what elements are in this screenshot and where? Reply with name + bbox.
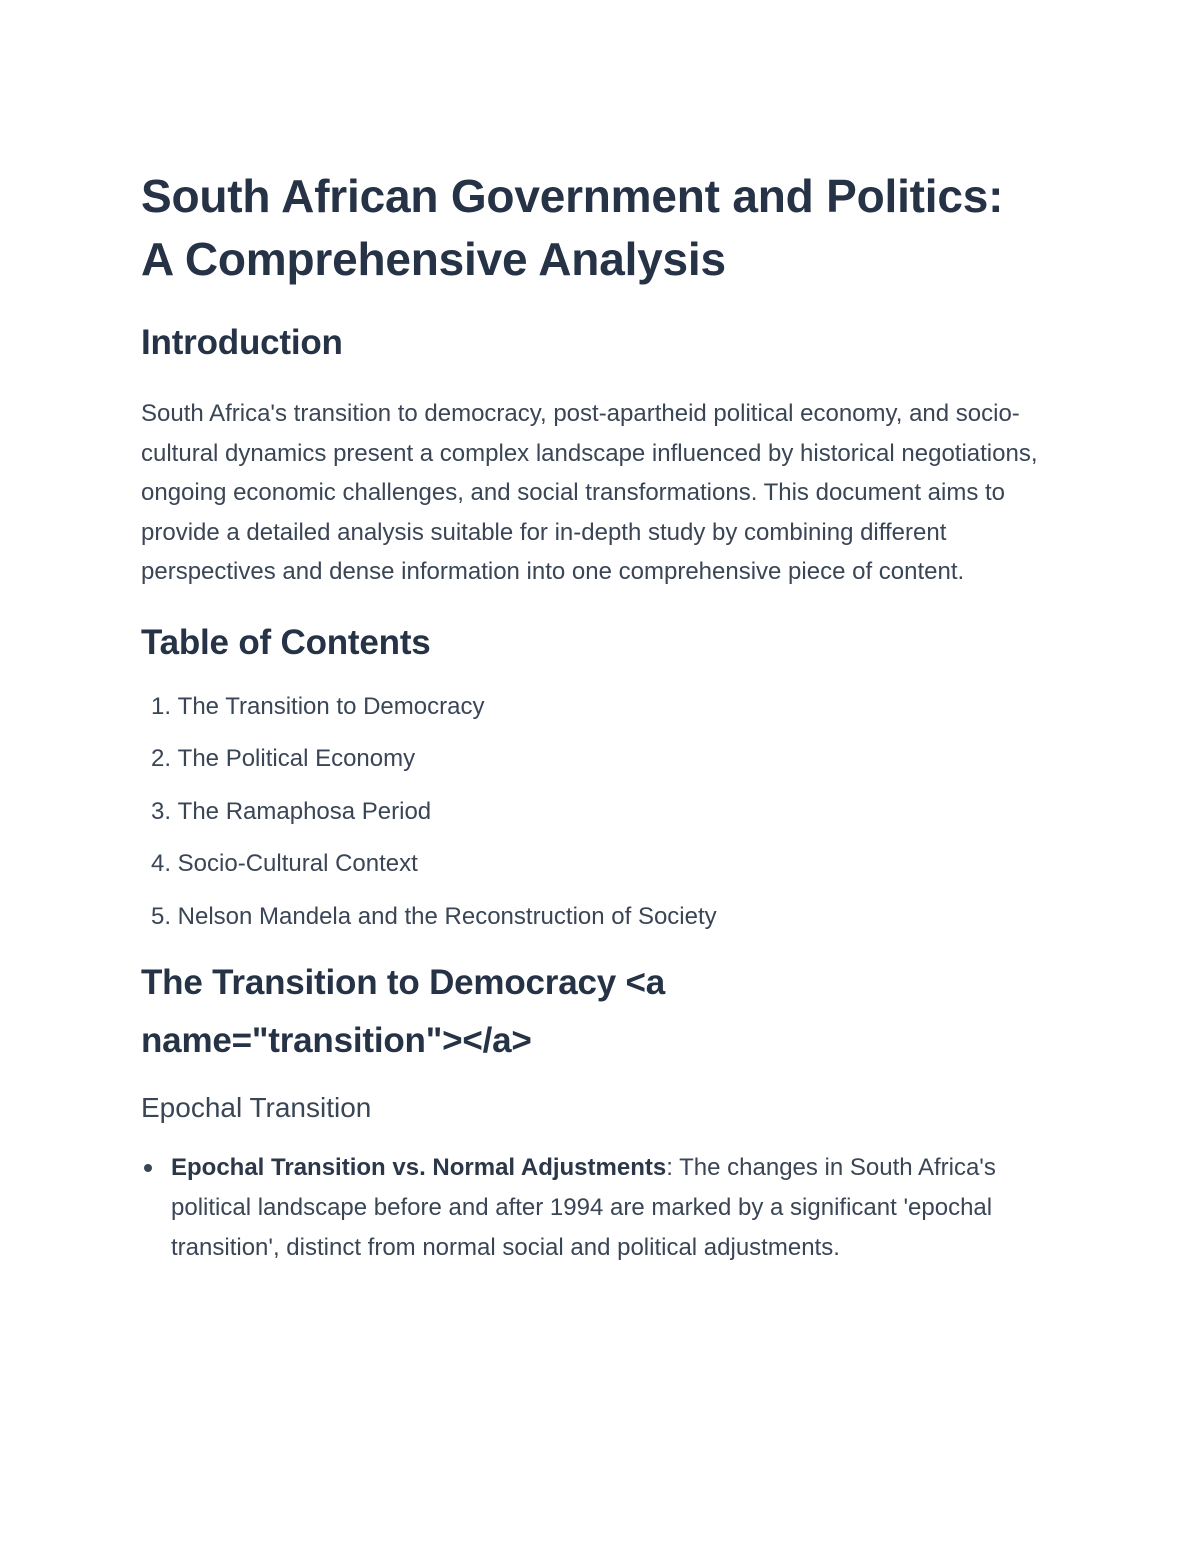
toc-item-label[interactable]: The Transition to Democracy	[177, 692, 485, 720]
bullet-term: Epochal Transition vs. Normal Adjustments	[171, 1154, 667, 1181]
transition-heading-line-1: The Transition to Democracy <a	[141, 963, 666, 1002]
bullet-dot-icon	[144, 1164, 152, 1172]
toc-item[interactable]	[141, 797, 1061, 827]
document-title-line-2: A Comprehensive Analysis	[141, 233, 726, 285]
list-item	[141, 1148, 1061, 1268]
introduction-paragraph: South Africa's transition to democracy, post-apartheid political economy, and socio-cultural dynamics present a complex landscape influenced by historical negotiations, ongoing economic challenges, and social transformations. This document aims to provide a detailed analysis suitable for in-depth study by combining different perspectives and dense information into one comprehensive piece of content.	[141, 400, 1038, 585]
document-page	[141, 165, 1061, 1268]
bullet-text: : The changes in South Africa's political landscape before and after 1994 are marked by a significant 'epochal transition', distinct from normal social and political adjustments.	[171, 1154, 996, 1261]
toc-item-number: 5.	[150, 902, 171, 930]
toc-item[interactable]	[141, 902, 1061, 932]
toc-item-label[interactable]: Socio-Cultural Context	[177, 850, 418, 877]
document-title-line-1: South African Government and Politics:	[141, 170, 1004, 222]
toc-item-number: 2.	[150, 745, 171, 772]
toc-item-label[interactable]: The Political Economy	[177, 745, 416, 772]
toc-item-number: 4.	[150, 850, 171, 877]
document-title	[141, 165, 1061, 291]
table-of-contents-list	[141, 692, 1061, 932]
table-of-contents-heading: Table of Contents	[141, 622, 431, 662]
epochal-transition-subheading: Epochal Transition	[141, 1092, 372, 1123]
introduction-heading: Introduction	[141, 323, 343, 362]
toc-item-label[interactable]: Nelson Mandela and the Reconstruction of Society	[177, 902, 717, 930]
transition-heading-line-2: name="transition"></a>	[141, 1021, 532, 1060]
toc-item-number: 1.	[150, 692, 171, 720]
toc-item[interactable]	[141, 744, 1061, 774]
transition-bullet-list	[141, 1148, 1061, 1268]
transition-section-heading	[141, 954, 1061, 1070]
toc-item-label[interactable]: The Ramaphosa Period	[177, 797, 432, 825]
toc-item[interactable]	[141, 692, 1061, 722]
toc-item-number: 3.	[150, 797, 171, 825]
toc-item[interactable]	[141, 849, 1061, 879]
